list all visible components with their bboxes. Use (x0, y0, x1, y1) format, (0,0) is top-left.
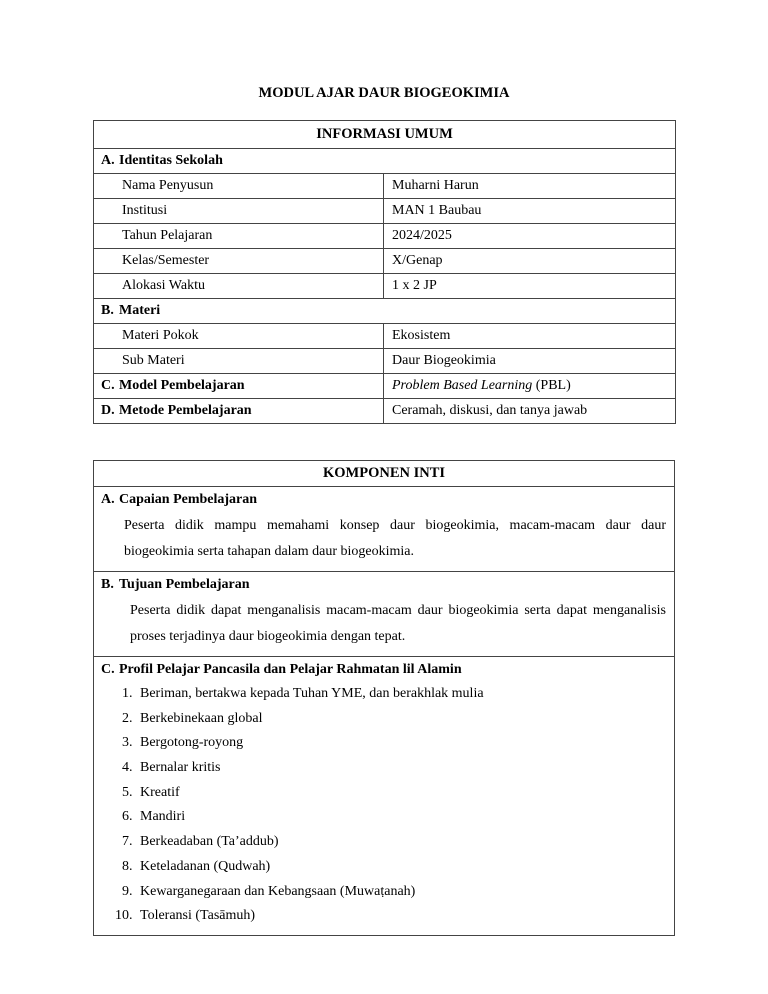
row-value: 2024/2025 (384, 224, 676, 249)
document-title: MODUL AJAR DAUR BIOGEOKIMIA (258, 85, 510, 101)
list-item: 6. Mandiri (122, 809, 186, 825)
section-tujuan-pembelajaran (94, 572, 675, 657)
section-materi: B. Materi (94, 299, 676, 324)
informasi-umum-table (93, 120, 676, 424)
row-label: Institusi (94, 199, 384, 224)
table-row (94, 349, 676, 374)
list-item: 1. Beriman, bertakwa kepada Tuhan YME, dan berakhlak mulia (122, 686, 484, 701)
row-label: Alokasi Waktu (94, 274, 384, 299)
section-metode-pembelajaran: D. Metode Pembelajaran (94, 399, 384, 424)
table-row (94, 399, 676, 424)
table-row (94, 174, 676, 199)
list-item: 9. Kewarganegaraan dan Kebangsaan (Muwaṭanah) (122, 883, 416, 899)
row-value: Ekosistem (384, 324, 676, 349)
row-label: Sub Materi (94, 349, 384, 374)
informasi-umum-header: INFORMASI UMUM (94, 121, 676, 149)
list-item: 7. Berkeadaban (Ta’addub) (122, 834, 279, 850)
profil-title: C. Profil Pelajar Pancasila dan Pelajar Rahmatan lil Alamin (101, 662, 462, 677)
table-row (94, 224, 676, 249)
row-label: Tahun Pelajaran (94, 224, 384, 249)
capaian-title: A. Capaian Pembelajaran (101, 492, 258, 507)
list-item: 8. Keteladanan (Qudwah) (122, 858, 271, 874)
row-label: Kelas/Semester (94, 249, 384, 274)
row-value: 1 x 2 JP (384, 274, 676, 299)
section-capaian-pembelajaran (94, 487, 675, 572)
metode-value: Ceramah, diskusi, dan tanya jawab (384, 399, 676, 424)
profil-list (94, 682, 674, 929)
model-value: Problem Based Learning (PBL) (384, 374, 676, 399)
row-value: Muharni Harun (384, 174, 676, 199)
tujuan-title: B. Tujuan Pembelajaran (101, 577, 250, 592)
list-item: 10. Toleransi (Tasāmuh) (115, 908, 256, 924)
section-profil-pelajar (94, 657, 675, 936)
list-item: 5. Kreatif (122, 784, 180, 800)
section-identitas-sekolah: A. Identitas Sekolah (94, 149, 676, 174)
row-value: X/Genap (384, 249, 676, 274)
list-item: 4. Bernalar kritis (122, 760, 221, 776)
section-model-pembelajaran: C. Model Pembelajaran (94, 374, 384, 399)
capaian-text: Peserta didik mampu memahami konsep daur biogeokimia, macam-macam daur daur biogeokimia serta tahapan dalam daur biogeokimia. (124, 518, 666, 559)
list-item: 3. Bergotong-royong (122, 735, 244, 751)
row-label: Nama Penyusun (94, 174, 384, 199)
table-row (94, 249, 676, 274)
row-label: Materi Pokok (94, 324, 384, 349)
row-value: MAN 1 Baubau (384, 199, 676, 224)
table-row (94, 374, 676, 399)
komponen-inti-table (93, 460, 675, 936)
komponen-inti-header: KOMPONEN INTI (94, 461, 675, 487)
table-row (94, 199, 676, 224)
table-row (94, 324, 676, 349)
list-item: 2. Berkebinekaan global (122, 710, 263, 726)
row-value: Daur Biogeokimia (384, 349, 676, 374)
tujuan-text: Peserta didik dapat menganalisis macam-macam daur biogeokimia serta dapat menganalisis proses terjadinya daur biogeokimia dengan tepat. (130, 603, 666, 644)
table-row (94, 274, 676, 299)
